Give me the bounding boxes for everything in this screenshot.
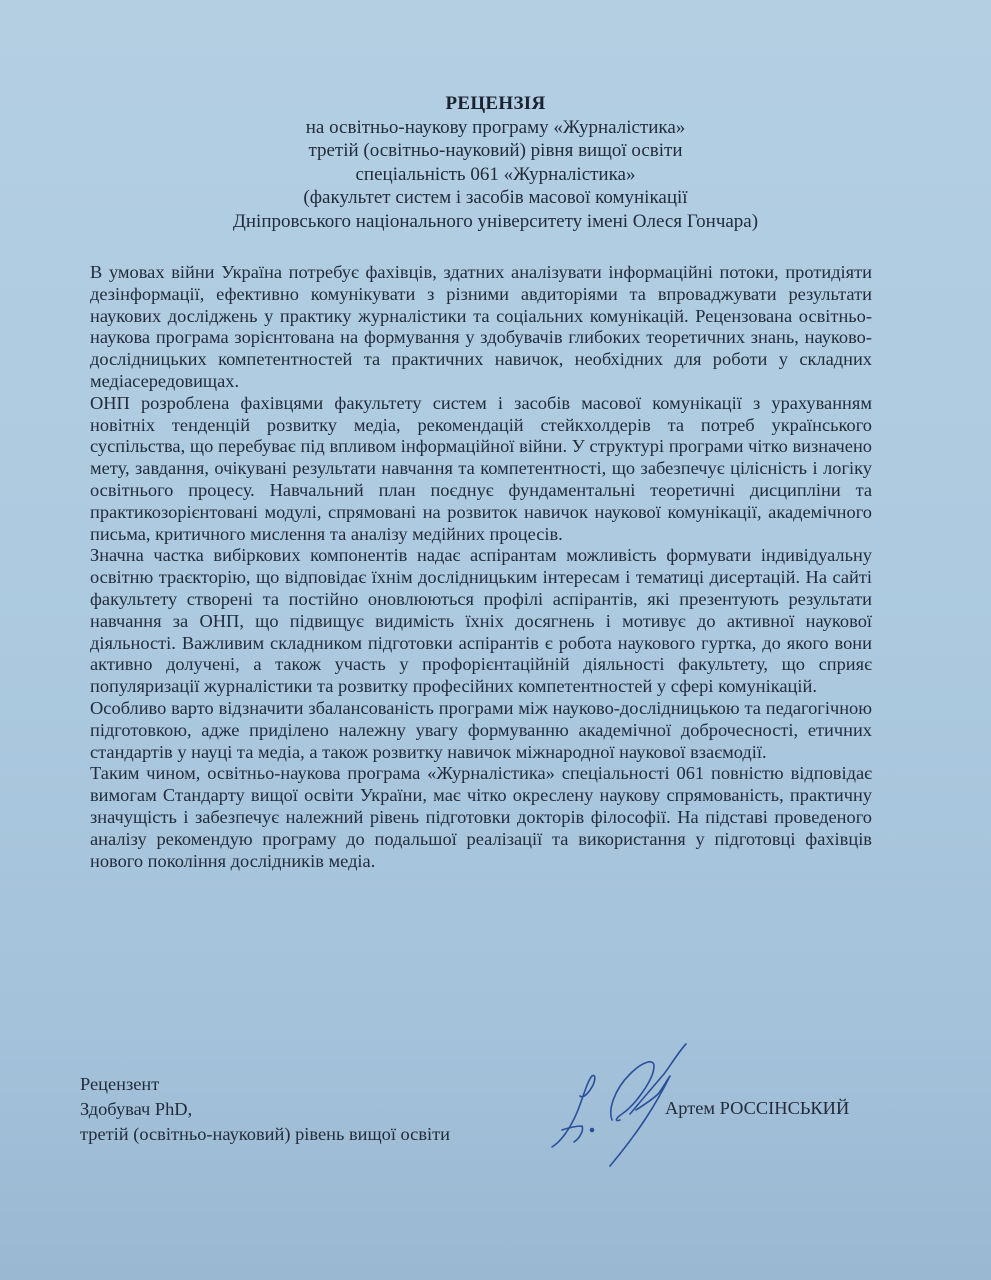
paragraph-development: ОНП розроблена фахівцями факультету систем і засобів масової комунікації з урахуванням новітніх тенденцій розвитку медіа, рекомендацій стейкхолдерів та потреб українського суспільства, що перебуває під впливом інформаційної війни. У структурі програми чітко визначено мету, завдання, очікувані результати навчання та компетентності, що забезпечує цілісність і логіку освітнього процесу. Навчальний план поєднує фундаментальні теоретичні дисципліни та практикозорієнтовані модулі, спрямовані на розвиток навичок наукової комунікації, академічного письма, критичного мислення та аналізу медійних процесів. (90, 392, 872, 544)
paragraph-electives: Значна частка вибіркових компонентів надає аспірантам можливість формувати індивідуальну освітню траєкторію, що відповідає їхнім дослідницьким інтересам і тематиці дисертацій. На сайті факультету створені та постійно оновлюються профілі аспірантів, які презентують результати навчання за ОНП, що підвищує видимість їхніх досягнень і мотивує до активної наукової діяльності. Важливим складником підготовки аспірантів є робота наукового гуртка, до якого вони активно долучені, а також участь у профорієнтаційній діяльності факультету, що сприяє популяризації журналістики та розвитку професійних компетентностей у сфері комунікацій. (90, 545, 872, 697)
subtitle-line-faculty: (факультет систем і засобів масової комунікації (303, 187, 688, 208)
document-header (0, 92, 991, 233)
signature-initial-stroke (552, 1075, 595, 1147)
subtitle-line-level: третій (освітньо-науковий) рівня вищої освіти (308, 140, 683, 161)
reviewer-name: Артем РОССІНСЬКИЙ (665, 1098, 850, 1118)
reviewer-label: Рецензент (80, 1074, 160, 1094)
reviewer-role-block (80, 1072, 450, 1147)
subtitle-line-program: на освітньо-наукову програму «Журналістика» (305, 116, 686, 138)
paragraph-balance: Особливо варто відзначити збалансованість програми між науково-дослідницькою та педагогічною підготовкою, адже приділено належну увагу формуванню академічної доброчесності, етичних стандартів у науці та медіа, а також розвитку навичок міжнародної наукової взаємодії. (90, 697, 872, 762)
signature-dot (591, 1129, 594, 1132)
paragraph-context: В умовах війни Україна потребує фахівців, здатних аналізувати інформаційні потоки, протидіяти дезінформації, ефективно комунікувати з різними авдиторіями та впроваджувати результати наукових досліджень у практику журналістики та соціальних комунікацій. Рецензована освітньо-наукова програма зорієнтована на формування у здобувачів глибоких теоретичних знань, науково-дослідницьких компетентностей та практичних навичок, необхідних для роботи у складних медіасередовищах. (90, 262, 872, 391)
reviewer-degree: Здобувач PhD, (80, 1099, 193, 1119)
reviewer-level: третій (освітньо-науковий) рівень вищої освіти (80, 1124, 451, 1144)
document-title: РЕЦЕНЗІЯ (445, 93, 546, 114)
subtitle-line-university: Дніпровського національного університету імені Олеся Гончара) (232, 210, 759, 232)
subtitle-line-specialty: спеціальність 061 «Журналістика» (355, 163, 636, 185)
review-body (90, 262, 872, 872)
paragraph-conclusion: Таким чином, освітньо-наукова програма «Журналістика» спеціальності 061 повністю відповідає вимогам Стандарту вищої освіти України, має чітко окреслену наукову спрямованість, практичну значущість і забезпечує належний рівень підготовки докторів філософії. На підставі проведеного аналізу рекомендую програму до подальшої реалізації та використання у підготовці фахівців нового покоління дослідників медіа. (90, 763, 872, 871)
